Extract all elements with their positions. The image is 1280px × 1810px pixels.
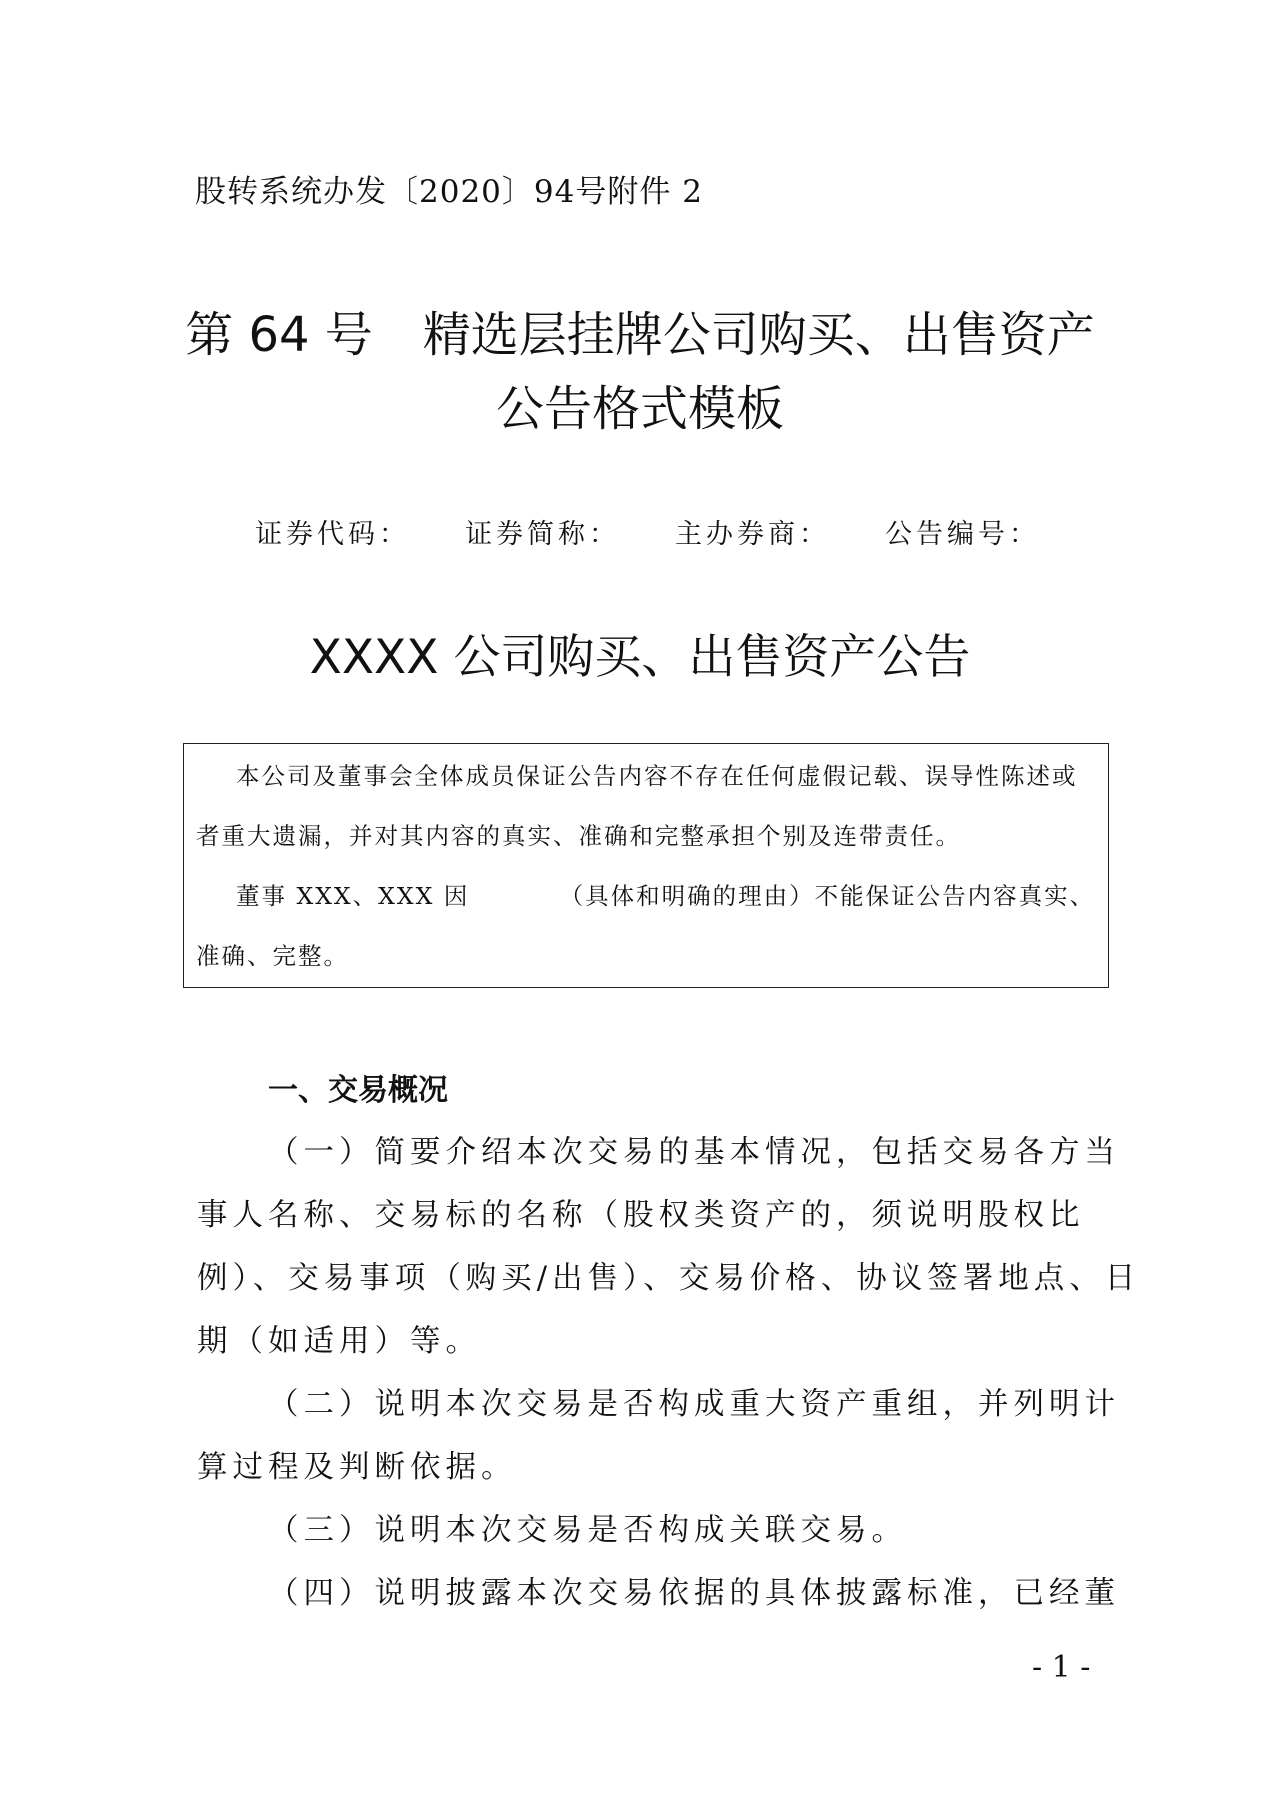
page-number: - 1 - xyxy=(1032,1650,1091,1685)
template-title-text: 精选层挂牌公司购买、出售资产 xyxy=(422,307,1095,363)
responsibility-notice-box xyxy=(183,743,1109,988)
body-line: （一）简要介绍本次交易的基本情况，包括交易各方当 xyxy=(268,1135,1120,1170)
securities-abbr-label: 证券简称： xyxy=(465,519,620,550)
section-heading: 一、交易概况 xyxy=(268,1073,448,1108)
notice-line-1: 本公司及董事会全体成员保证公告内容不存在任何虚假记载、误导性陈述或 xyxy=(236,762,1078,790)
announcement-number-label: 公告编号： xyxy=(885,519,1040,550)
securities-code-label: 证券代码： xyxy=(255,519,410,550)
body-line: （四）说明披露本次交易依据的具体披露标准，已经董 xyxy=(268,1576,1120,1611)
notice-line-4: 准确、完整。 xyxy=(196,942,349,970)
template-title xyxy=(0,298,1280,446)
template-title-line-2: 公告格式模板 xyxy=(495,381,784,437)
notice-line-2: 者重大遗漏，并对其内容的真实、准确和完整承担个别及连带责任。 xyxy=(196,822,961,850)
notice-line-3: 董事 XXX、XXX 因 （具体和明确的理由）不能保证公告内容真实、 xyxy=(236,882,1096,910)
body-line: 期（如适用）等。 xyxy=(197,1324,481,1359)
announcement-title: XXXX 公司购买、出售资产公告 xyxy=(309,630,971,685)
body-line: （三）说明本次交易是否构成关联交易。 xyxy=(268,1513,907,1548)
body-line: 例）、交易事项（购买/出售）、交易价格、协议签署地点、日 xyxy=(197,1261,1141,1296)
template-number: 第 64 号 xyxy=(185,307,373,363)
template-title-line-1 xyxy=(0,298,1280,372)
document-reference: 股转系统办发〔2020〕94号附件 2 xyxy=(195,174,703,210)
sponsor-broker-label: 主办券商： xyxy=(675,519,830,550)
body-line: （二）说明本次交易是否构成重大资产重组，并列明计 xyxy=(268,1387,1120,1422)
body-line: 算过程及判断依据。 xyxy=(197,1450,517,1485)
body-line: 事人名称、交易标的名称（股权类资产的，须说明股权比 xyxy=(197,1198,1085,1233)
